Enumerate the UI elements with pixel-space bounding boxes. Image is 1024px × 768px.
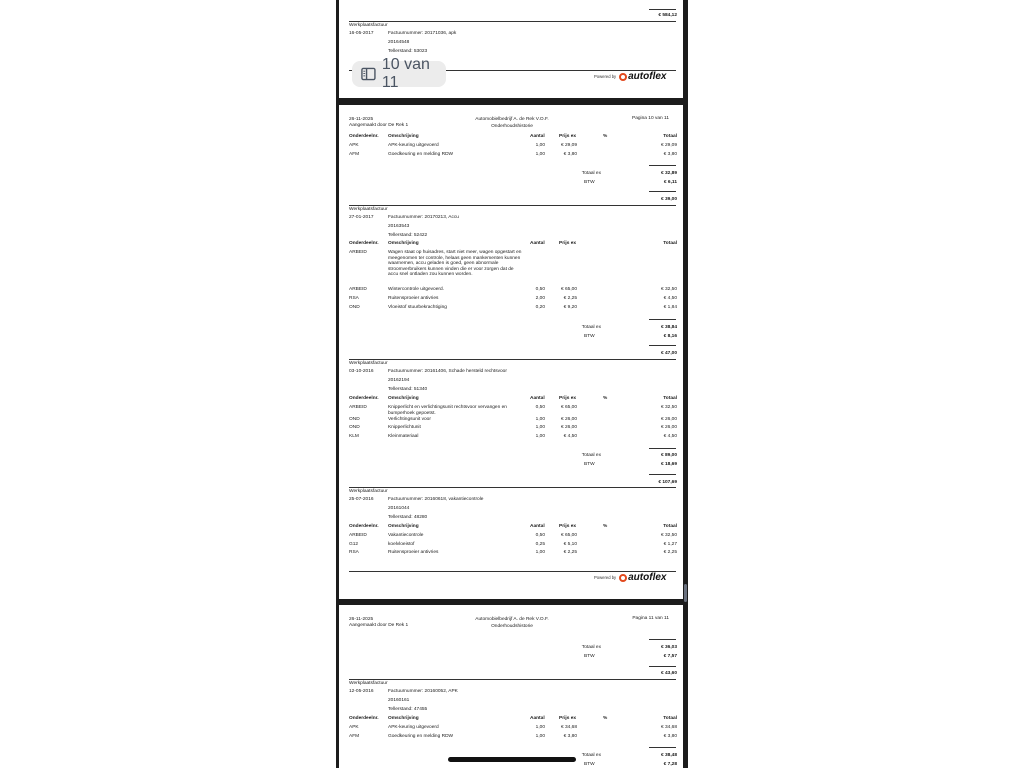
btw-label: BTW — [584, 462, 595, 467]
col-qty: Aantal — [530, 134, 545, 139]
line-price: € 3,80 — [563, 734, 577, 739]
odometer: Tellerstand: 48280 — [388, 515, 428, 520]
col-price: Prijs ex — [559, 134, 577, 139]
report-subtitle: Onderhoudshistorie — [491, 624, 533, 629]
invoice-type: Werkplaatsfactuur — [349, 207, 388, 212]
page-10 — [339, 105, 683, 599]
invoice-date: 27-01-2017 — [349, 215, 374, 220]
block-total: € 43,60 — [660, 671, 677, 676]
powered-by-label: Powered by — [594, 575, 617, 580]
btw-value: € 6,11 — [663, 180, 677, 185]
made-by: Aangemaakt door De Rek 1 — [349, 123, 409, 128]
line-desc: Knipperlichtunit — [388, 425, 421, 430]
line-total: € 32,50 — [660, 533, 677, 538]
line-desc: APK-keuring uitgevoerd — [388, 143, 439, 148]
home-indicator[interactable] — [448, 757, 576, 762]
line-desc: Vakantiecontrole — [388, 533, 424, 538]
line-price: € 9,20 — [563, 305, 577, 310]
company-name: Automobielbedrijf A. de Rek V.O.F. — [475, 617, 549, 622]
invoice-type: Werkplaatsfactuur — [349, 23, 388, 28]
col-desc: Omschrijving — [388, 396, 419, 401]
company-name: Automobielbedrijf A. de Rek V.O.F. — [475, 117, 549, 122]
made-by: Aangemaakt door De Rek 1 — [349, 623, 409, 628]
line-qty: 0,50 — [535, 533, 545, 538]
line-part: RSA — [349, 550, 359, 555]
line-part: APK — [349, 143, 359, 148]
powered-by — [594, 71, 666, 82]
line-desc: Ruitensproeier antivries — [388, 550, 439, 555]
total-ex-value: € 38,48 — [660, 753, 677, 758]
invoice-type: Werkplaatsfactuur — [349, 681, 388, 686]
total-ex-label: Totaal ex — [581, 453, 601, 458]
line-total: € 1,84 — [663, 305, 677, 310]
line-desc: Vloeistof stuurbekrachtiging — [388, 305, 447, 310]
btw-value: € 7,57 — [663, 654, 677, 659]
line-part: OND — [349, 425, 360, 430]
col-pct: % — [603, 524, 608, 529]
line-part: KLM — [349, 434, 359, 439]
odometer: Tellerstand: 53023 — [388, 49, 428, 54]
total-ex-label: Totaal ex — [581, 753, 601, 758]
line-desc: koelvloeistof — [388, 542, 415, 547]
col-desc: Omschrijving — [388, 241, 419, 246]
line-qty: 1,00 — [535, 434, 545, 439]
btw-label: BTW — [584, 762, 595, 767]
invoice-date: 25-07-2016 — [349, 497, 374, 502]
line-price: € 3,80 — [563, 152, 577, 157]
col-pct: % — [603, 396, 608, 401]
page-label: Pagina 10 van 11 — [632, 116, 669, 121]
line-part: OND — [349, 417, 360, 422]
invoice-number: Factuurnummer: 20171036, apk — [388, 31, 457, 36]
line-desc: Goedkeuring en melding RDW — [388, 734, 454, 739]
line-price: € 26,00 — [560, 425, 577, 430]
line-part: OND — [349, 305, 360, 310]
line-price: € 5,10 — [563, 542, 577, 547]
powered-by — [594, 572, 666, 583]
line-qty: 0,50 — [535, 287, 545, 292]
invoice-date: 03-10-2016 — [349, 369, 374, 374]
line-part: ARBEID — [349, 533, 367, 538]
page-counter-text: 10 van 11 — [381, 56, 430, 91]
col-price: Prijs ex — [559, 396, 577, 401]
line-price: € 2,25 — [563, 550, 577, 555]
btw-label: BTW — [584, 654, 595, 659]
line-total: € 32,50 — [660, 287, 677, 292]
col-qty: Aantal — [530, 396, 545, 401]
line-qty: 0,25 — [535, 542, 545, 547]
line-total: € 34,68 — [660, 725, 677, 730]
col-qty: Aantal — [530, 716, 545, 721]
invoice-type: Werkplaatsfactuur — [349, 489, 388, 494]
line-qty: 1,00 — [535, 550, 545, 555]
col-price: Prijs ex — [559, 716, 577, 721]
odometer: Tellerstand: 47455 — [388, 707, 428, 712]
logo-text: autoflex — [628, 572, 667, 583]
line-total: € 1,27 — [663, 542, 677, 547]
col-total: Totaal — [663, 396, 677, 401]
line-part: G12 — [349, 542, 359, 547]
line-qty: 0,20 — [535, 305, 545, 310]
invoice-number: Factuurnummer: 20160618, vakantiecontrole — [388, 497, 484, 502]
invoice-ref: 20162194 — [388, 378, 410, 383]
logo-ring-icon — [619, 574, 627, 582]
col-desc: Omschrijving — [388, 524, 419, 529]
col-part: Onderdeelnr. — [349, 716, 379, 721]
block-total: € 107,69 — [658, 480, 677, 485]
col-desc: Omschrijving — [388, 716, 419, 721]
line-price: € 65,00 — [560, 405, 577, 410]
line-price: € 65,00 — [560, 287, 577, 292]
line-qty: 1,00 — [535, 417, 545, 422]
col-qty: Aantal — [530, 241, 545, 246]
line-total: € 3,80 — [663, 152, 677, 157]
col-price: Prijs ex — [559, 524, 577, 529]
total-ex-value: € 36,03 — [660, 645, 677, 650]
btw-value: € 18,69 — [660, 462, 677, 467]
line-desc: Wagen staat op huisadres, start niet meer, wagen opgestart en meegenomen ter controle, helaas geen mankementen kunnen waarnemen, accu geladen is goed, geen abnormale stroomverbruikers kunnen vinden die er voor zorgen dat de accu snel ontladen zou kunnen worden. — [388, 250, 522, 278]
line-qty: 1,00 — [535, 725, 545, 730]
line-qty: 0,50 — [535, 405, 545, 410]
line-price: € 26,00 — [560, 417, 577, 422]
line-qty: 1,00 — [535, 143, 545, 148]
col-qty: Aantal — [530, 524, 545, 529]
col-part: Onderdeelnr. — [349, 524, 379, 529]
line-total: € 3,80 — [663, 734, 677, 739]
line-price: € 2,25 — [563, 296, 577, 301]
invoice-ref: 20161044 — [388, 506, 410, 511]
pdf-viewer[interactable] — [336, 0, 688, 768]
col-pct: % — [603, 716, 608, 721]
scrollbar-thumb[interactable] — [684, 584, 687, 602]
odometer: Tellerstand: 51340 — [388, 387, 428, 392]
odometer: Tellerstand: 52422 — [388, 233, 428, 238]
line-price: € 29,09 — [560, 143, 577, 148]
logo-ring-icon — [619, 73, 627, 81]
line-price: € 34,68 — [560, 725, 577, 730]
report-date: 26-11-2025 — [349, 117, 374, 122]
total-ex-value: € 89,00 — [660, 453, 677, 458]
invoice-ref: 20163543 — [388, 224, 410, 229]
powered-by-label: Powered by — [594, 74, 617, 79]
col-part: Onderdeelnr. — [349, 396, 379, 401]
line-total: € 29,09 — [660, 143, 677, 148]
line-total: € 4,50 — [663, 296, 677, 301]
invoice-number: Factuurnummer: 20160052, APK — [388, 689, 458, 694]
line-part: APK — [349, 725, 359, 730]
report-date: 26-11-2025 — [349, 617, 374, 622]
btw-label: BTW — [584, 180, 595, 185]
autoflex-logo — [619, 572, 666, 583]
col-total: Totaal — [663, 524, 677, 529]
invoice-date: 16-05-2017 — [349, 31, 374, 36]
line-part: ARBEID — [349, 405, 367, 410]
line-price: € 4,50 — [563, 434, 577, 439]
line-part: AFM — [349, 152, 360, 157]
line-qty: 1,00 — [535, 152, 545, 157]
line-part: AFM — [349, 734, 360, 739]
total-ex-label: Totaal ex — [581, 325, 601, 330]
line-desc: Kleinmateriaal — [388, 434, 419, 439]
line-total: € 26,00 — [660, 417, 677, 422]
line-qty: 1,00 — [535, 425, 545, 430]
autoflex-logo — [619, 71, 666, 82]
logo-text: autoflex — [628, 71, 667, 82]
btw-label: BTW — [584, 334, 595, 339]
line-desc: Ruitensproeier antivries — [388, 296, 439, 301]
total-ex-label: Totaal ex — [581, 171, 601, 176]
invoice-number: Factuurnummer: 20170213, Accu — [388, 215, 459, 220]
col-total: Totaal — [663, 241, 677, 246]
invoice-number: Factuurnummer: 20161406, Schade hersteld rechtsvoor — [388, 369, 507, 374]
total-ex-value: € 38,84 — [660, 325, 677, 330]
total-ex-label: Totaal ex — [581, 645, 601, 650]
line-total: € 26,00 — [660, 425, 677, 430]
line-qty: 2,00 — [535, 296, 545, 301]
line-desc: Wintercontrole uitgevoerd. — [388, 287, 444, 292]
block-total: € 47,00 — [660, 351, 677, 356]
total-ex-value: € 32,89 — [660, 171, 677, 176]
page-counter[interactable] — [352, 56, 446, 91]
invoice-ref: 20164548 — [388, 40, 410, 45]
invoice-type: Werkplaatsfactuur — [349, 361, 388, 366]
col-total: Totaal — [663, 716, 677, 721]
col-price: Prijs ex — [559, 241, 577, 246]
grand-total: € 584,12 — [658, 13, 677, 18]
block-total: € 39,00 — [660, 197, 677, 202]
line-total: € 4,50 — [663, 434, 677, 439]
line-desc: Knipperlicht en verlichtingsunit rechtsvoor vervangen en bumperhoek gepoetst. — [388, 405, 507, 416]
page-label: Pagina 11 van 11 — [632, 616, 669, 621]
line-price: € 65,00 — [560, 533, 577, 538]
line-part: RSA — [349, 296, 359, 301]
line-desc: Goedkeuring en melding RDW — [388, 152, 454, 157]
line-part: ARBEID — [349, 287, 367, 292]
line-desc: Verlichtingsunit voor — [388, 417, 431, 422]
line-total: € 32,50 — [660, 405, 677, 410]
col-part: Onderdeelnr. — [349, 241, 379, 246]
line-part: ARBEID — [349, 250, 367, 255]
invoice-date: 12-05-2016 — [349, 689, 374, 694]
page-11 — [339, 605, 683, 768]
btw-value: € 8,16 — [663, 334, 677, 339]
col-desc: Omschrijving — [388, 134, 419, 139]
line-desc: APK-keuring uitgevoerd — [388, 725, 439, 730]
line-qty: 1,00 — [535, 734, 545, 739]
invoice-ref: 20160161 — [388, 698, 410, 703]
col-part: Onderdeelnr. — [349, 134, 379, 139]
col-total: Totaal — [663, 134, 677, 139]
col-pct: % — [603, 134, 608, 139]
line-total: € 2,25 — [663, 550, 677, 555]
sidebar-icon — [361, 67, 376, 81]
report-subtitle: Onderhoudshistorie — [491, 124, 533, 129]
btw-value: € 7,28 — [663, 762, 677, 767]
